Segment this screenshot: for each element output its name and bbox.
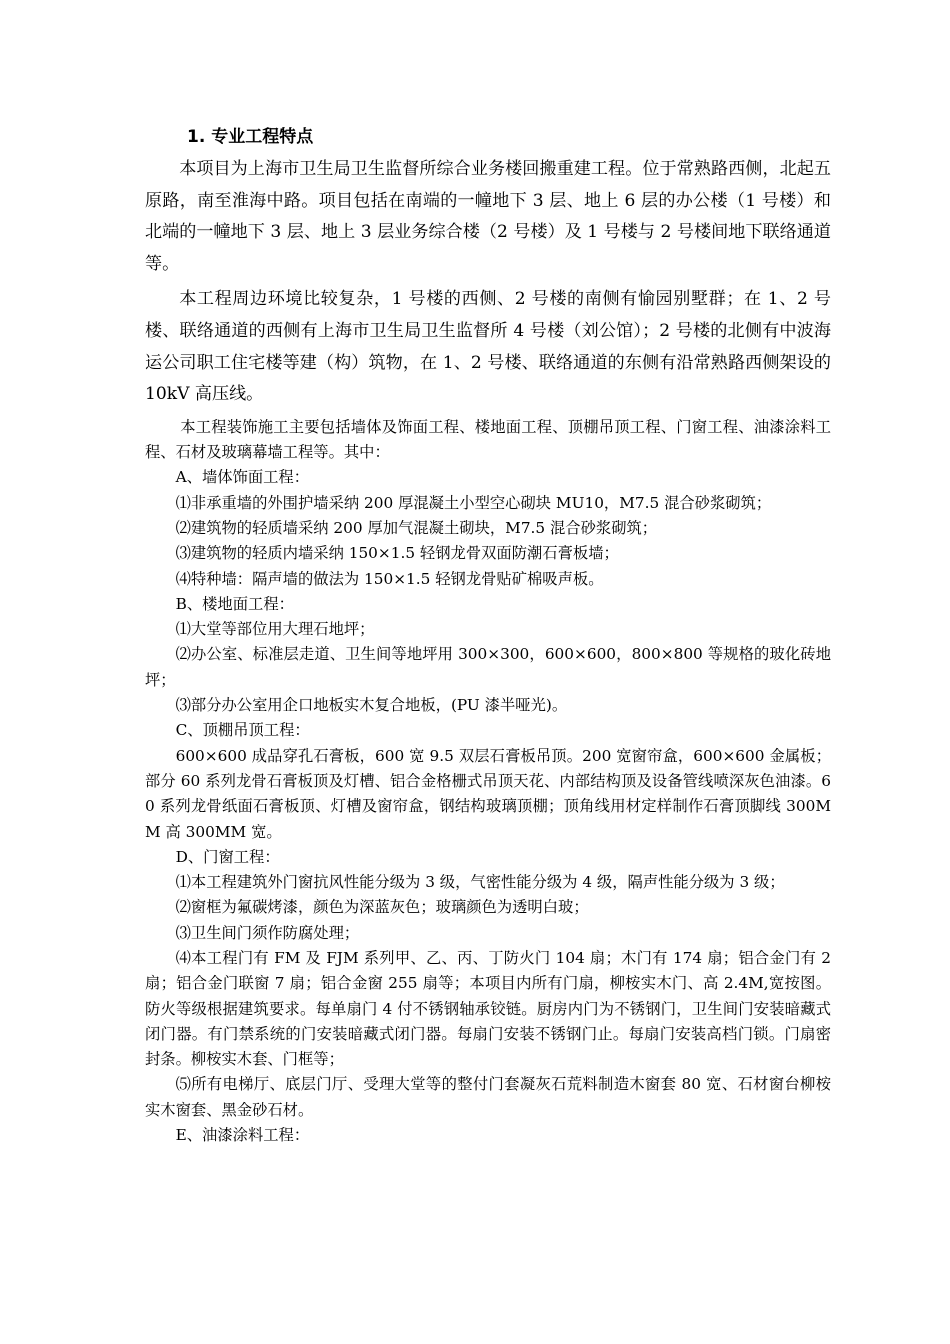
document-page xyxy=(145,124,831,1148)
section-heading: 1. 专业工程特点 xyxy=(187,127,314,147)
section-d-item-5: ⑸所有电梯厅、底层门厅、受理大堂等的整付门套凝灰石荒料制造木窗套 80 宽、石材窗台柳桉实木窗套、黑金砂石材。 xyxy=(145,1075,831,1119)
section-b-item-2: ⑵办公室、标准层走道、卫生间等地坪用 300×300，600×600，800×800 等规格的玻化砖地坪； xyxy=(145,645,831,689)
section-a-title: A、墙体饰面工程： xyxy=(175,468,310,487)
section-a-item-2: ⑵建筑物的轻质墙采纳 200 厚加气混凝土砌块，M7.5 混合砂浆砌筑； xyxy=(175,518,658,537)
section-e-title: E、油漆涂料工程： xyxy=(175,1126,310,1145)
intro-paragraph-1: 本项目为上海市卫生局卫生监督所综合业务楼回搬重建工程。位于常熟路西侧，北起五原路，南至淮海中路。项目包括在南端的一幢地下 3 层、地上 6 层的办公楼（1 号楼）和北端的一幢地下 3 层、地上 3 层业务综合楼（2 号楼）及 1 号楼与 2 号楼间地下联络通道等。 xyxy=(145,159,831,274)
section-a-item-4: ⑷特种墙：隔声墙的做法为 150×1.5 轻钢龙骨贴矿棉吸声板。 xyxy=(175,569,604,588)
section-b-item-1: ⑴大堂等部位用大理石地坪； xyxy=(175,620,375,639)
section-d-item-3: ⑶卫生间门须作防腐处理； xyxy=(175,923,360,942)
section-d-title: D、门窗工程： xyxy=(175,847,280,866)
intro-paragraph-2: 本工程周边环境比较复杂，1 号楼的西侧、2 号楼的南侧有愉园别墅群；在 1、2 号楼、联络通道的西侧有上海市卫生局卫生监督所 4 号楼（刘公馆）；2 号楼的北侧有中波海运公司职工住宅楼等建（构）筑物，在 1、2 号楼、联络通道的东侧有沿常熟路西侧架设的 10kV 高压线。 xyxy=(145,289,831,405)
section-d-item-2: ⑵窗框为氟碳烤漆，颜色为深蓝灰色；玻璃颜色为透明白玻； xyxy=(175,898,589,917)
section-d-item-1: ⑴本工程建筑外门窗抗风性能分级为 3 级，气密性能分级为 4 级，隔声性能分级为 3 级； xyxy=(175,873,785,892)
section-b-title: B、楼地面工程： xyxy=(175,594,294,613)
section-b-item-3: ⑶部分办公室用企口地板实木复合地板，(PU 漆半哑光)。 xyxy=(175,696,568,715)
detail-intro: 本工程装饰施工主要包括墙体及饰面工程、楼地面工程、顶棚吊顶工程、门窗工程、油漆涂料工程、石材及玻璃幕墙工程等。其中： xyxy=(145,417,831,462)
section-c-title: C、顶棚吊顶工程： xyxy=(175,721,310,740)
section-c-item-1: 600×600 成品穿孔石膏板，600 宽 9.5 双层石膏板吊顶。200 宽窗帘盒，600×600 金属板；部分 60 系列龙骨石膏板顶及灯槽、铝合金格栅式吊顶天花、内部结构顶及设备管线喷深灰色油漆。60 系列龙骨纸面石膏板顶、灯槽及窗帘盒，钢结构玻璃顶棚；顶角线用材定样制作石膏顶脚线 300MM 高 300MM 宽。 xyxy=(145,746,831,841)
section-a-item-1: ⑴非承重墙的外围护墙采纳 200 厚混凝土小型空心砌块 MU10，M7.5 混合砂浆砌筑； xyxy=(175,493,772,512)
section-a-item-3: ⑶建筑物的轻质内墙采纳 150×1.5 轻钢龙骨双面防潮石膏板墙； xyxy=(175,544,619,563)
section-d-item-4: ⑷本工程门有 FM 及 FJM 系列甲、乙、丙、丁防火门 104 扇；木门有 174 扇；铝合金门有 2 扇；铝合金门联窗 7 扇；铝合金窗 255 扇等；本项目内所有门扇，柳桉实木门、高 2.4M,宽按图。防火等级根据建筑要求。每单扇门 4 付不锈钢轴承铰链。厨房内门为不锈钢门，卫生间门安装暗藏式闭门器。有门禁系统的门安装暗藏式闭门器。每扇门安装不锈钢门止。每扇门安装高档门锁。门扇密封条。柳桉实木套、门框等； xyxy=(145,948,831,1069)
